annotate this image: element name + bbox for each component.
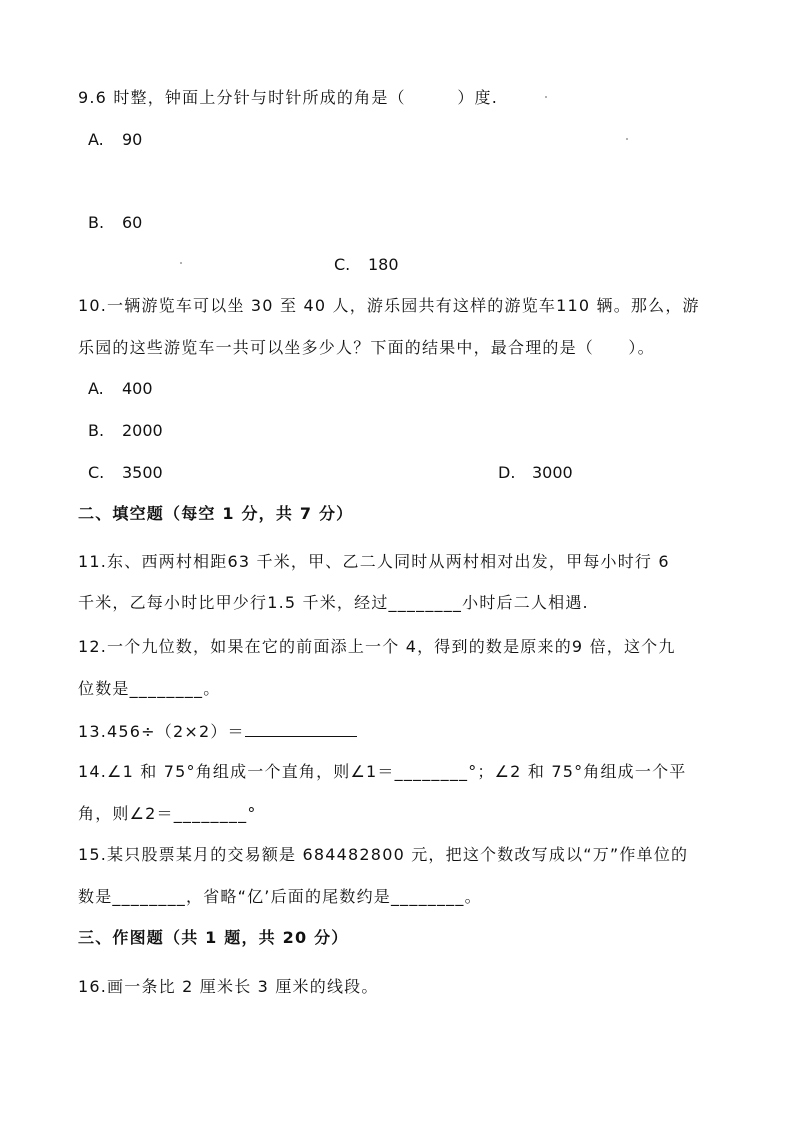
option-letter: B. bbox=[88, 421, 105, 440]
option-letter: D. bbox=[498, 463, 516, 482]
option-value: 90 bbox=[122, 130, 143, 149]
option-value: 3500 bbox=[122, 463, 163, 482]
option-letter: C. bbox=[88, 463, 105, 482]
question-15-line-1: 15.某只股票某月的交易额是 684482800 元，把这个数改写成以“万”作单位的 bbox=[78, 845, 689, 864]
question-10-line-2: 乐园的这些游览车一共可以坐多少人？下面的结果中，最合理的是（ ）。 bbox=[78, 338, 655, 357]
option-value: 3000 bbox=[532, 463, 573, 482]
option-value: 180 bbox=[368, 255, 399, 274]
section-3-heading: 三、作图题（共 1 题，共 20 分） bbox=[78, 928, 349, 947]
question-15-line-2: 数是________，省略“亿’后面的尾数约是________。 bbox=[78, 887, 482, 906]
option-letter: C. bbox=[334, 255, 351, 274]
question-10-option-b bbox=[88, 421, 163, 441]
question-14-line-1: 14.∠1 和 75°角组成一个直角，则∠1＝________°；∠2 和 75°角组成一个平 bbox=[78, 762, 687, 781]
option-letter: A. bbox=[88, 130, 104, 149]
option-value: 2000 bbox=[122, 421, 163, 440]
question-10-option-a bbox=[88, 379, 153, 399]
question-10-line-1: 10.一辆游览车可以坐 30 至 40 人，游乐园共有这样的游览车110 辆。那么，游 bbox=[78, 296, 700, 315]
question-9-option-a bbox=[88, 130, 142, 150]
scan-speck bbox=[180, 262, 182, 264]
scan-speck bbox=[545, 96, 547, 98]
question-10-option-c bbox=[88, 463, 163, 483]
question-9-option-c bbox=[334, 255, 399, 275]
question-11-line-2: 千米，乙每小时比甲少行1.5 千米，经过________小时后二人相遇. bbox=[78, 593, 589, 612]
question-13-text: 13.456÷（2×2）＝ bbox=[78, 722, 245, 741]
question-12-line-2: 位数是________。 bbox=[78, 679, 221, 698]
question-11-line-1: 11.东、西两村相距63 千米，甲、乙二人同时从两村相对出发，甲每小时行 6 bbox=[78, 552, 670, 571]
question-10-option-d bbox=[498, 463, 573, 483]
question-14-line-2: 角，则∠2＝________° bbox=[78, 804, 257, 823]
option-letter: A. bbox=[88, 379, 104, 398]
answer-blank bbox=[245, 720, 357, 737]
option-letter: B. bbox=[88, 213, 105, 232]
option-value: 60 bbox=[122, 213, 143, 232]
scan-speck bbox=[626, 138, 628, 140]
option-value: 400 bbox=[122, 379, 153, 398]
question-16: 16.画一条比 2 厘米长 3 厘米的线段。 bbox=[78, 977, 379, 996]
question-9-stem: 9.6 时整，钟面上分针与时针所成的角是（ ）度. bbox=[78, 88, 499, 107]
question-12-line-1: 12.一个九位数，如果在它的前面添上一个 4，得到的数是原来的9 倍，这个九 bbox=[78, 637, 676, 656]
question-9-option-b bbox=[88, 213, 142, 233]
question-13 bbox=[78, 720, 357, 742]
section-2-heading: 二、填空题（每空 1 分，共 7 分） bbox=[78, 504, 354, 523]
